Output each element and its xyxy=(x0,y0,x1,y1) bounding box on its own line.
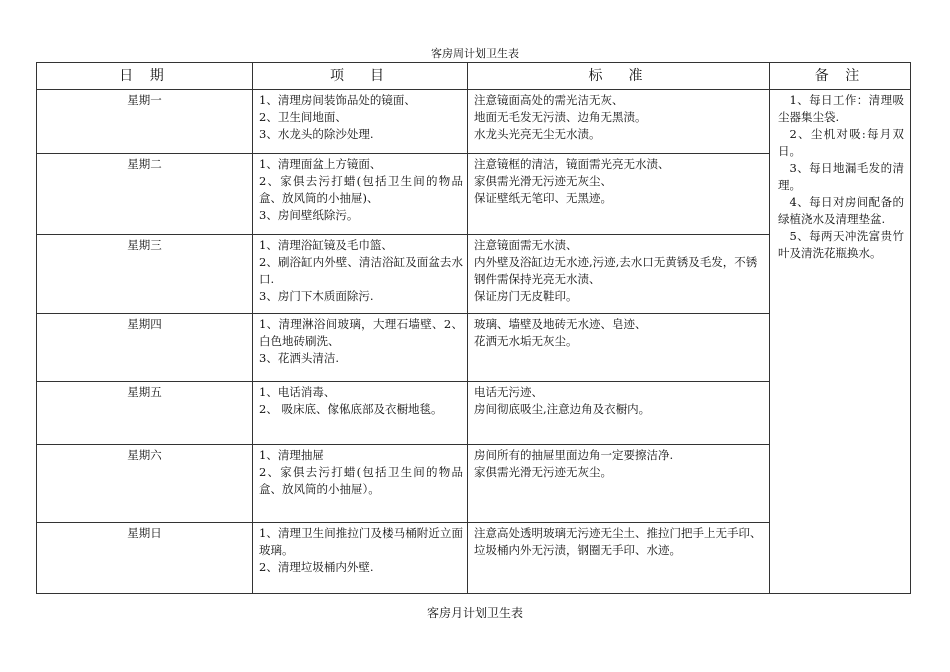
item-line: 3、房门下木质面除污. xyxy=(259,289,374,303)
note-line: 2、尘机对吸:每月双日。 xyxy=(778,127,904,158)
item-line: 3、花洒头清洁. xyxy=(259,351,339,365)
standard-line: 水龙头光亮无尘无水渍。 xyxy=(474,127,601,141)
standard-line: 注意镜面高处的需光洁无灰、 xyxy=(474,93,624,107)
footer-title: 客房月计划卫生表 xyxy=(426,606,523,620)
items-cell xyxy=(253,445,468,523)
note-line: 4、每日对房间配备的绿植浇水及清理垫盆. xyxy=(778,195,904,226)
standard-line: 内外壁及浴缸边无水迹,污迹,去水口无黄锈及毛发，不锈钢件需保持光亮无水渍、 xyxy=(474,255,758,286)
day-cell: 星期二 xyxy=(37,154,253,235)
note-line: 1、每日工作：清理吸尘器集尘袋. xyxy=(778,93,904,124)
standard-line: 保证壁纸无笔印、无黑迹。 xyxy=(474,191,612,205)
items-cell xyxy=(253,523,468,594)
standard-cell xyxy=(468,90,770,154)
standard-line: 保证房门无皮鞋印。 xyxy=(474,289,578,303)
standard-line: 电话无污迹、 xyxy=(474,385,543,399)
standard-line: 家俱需光滑无污迹无灰尘。 xyxy=(474,465,612,479)
standard-cell xyxy=(468,523,770,594)
header-item: 项 目 xyxy=(253,63,468,90)
item-line: 2、清理垃圾桶内外壁. xyxy=(259,560,374,574)
header-date: 日 期 xyxy=(37,63,253,90)
standard-line: 花洒无水垢无灰尘。 xyxy=(474,334,578,348)
item-line: 3、水龙头的除沙处理. xyxy=(259,127,374,141)
item-line: 1、清理面盆上方镜面、 xyxy=(259,157,382,171)
day-cell: 星期三 xyxy=(37,235,253,314)
standard-line: 玻璃、墙壁及地砖无水迹、皂迹、 xyxy=(474,317,647,331)
standard-line: 地面无毛发无污渍、边角无黑渍。 xyxy=(474,110,647,124)
items-cell xyxy=(253,314,468,382)
items-cell xyxy=(253,382,468,445)
standard-line: 房间彻底吸尘,注意边角及衣橱内。 xyxy=(474,402,651,416)
standard-line: 注意镜框的清洁，镜面需光亮无水渍、 xyxy=(474,157,670,171)
standard-cell xyxy=(468,314,770,382)
standard-cell xyxy=(468,445,770,523)
item-line: 2、家俱去污打蜡(包括卫生间的物品盒、放风筒的小抽屉）。 xyxy=(259,465,463,496)
standard-line: 垃圾桶内外无污渍，钢圈无手印、水迹。 xyxy=(474,543,681,557)
standard-line: 注意高处透明玻璃无污迹无尘土、推拉门把手上无手印、 xyxy=(474,526,762,540)
day-cell: 星期四 xyxy=(37,314,253,382)
day-cell: 星期五 xyxy=(37,382,253,445)
item-line: 2、刷浴缸内外壁、清洁浴缸及面盆去水口. xyxy=(259,255,463,286)
item-line: 2、卫生间地面、 xyxy=(259,110,347,124)
standard-line: 注意镜面需无水渍、 xyxy=(474,238,578,252)
item-line: 1、清理浴缸镜及毛巾篮、 xyxy=(259,238,393,252)
items-cell xyxy=(253,154,468,235)
item-line: 3、房间壁纸除污。 xyxy=(259,208,359,222)
item-line: 1、清理淋浴间玻璃，大理石墙壁、2、白色地砖刷洗、 xyxy=(259,317,463,348)
item-line: 1、电话消毒、 xyxy=(259,385,336,399)
header-standard: 标 准 xyxy=(468,63,770,90)
standard-cell xyxy=(468,235,770,314)
item-line: 2、家俱去污打蜡(包括卫生间的物品盒、放风筒的小抽屉)、 xyxy=(259,174,463,205)
table-header-row xyxy=(37,63,911,90)
note-line: 5、每两天冲洗富贵竹叶及清洗花瓶换水。 xyxy=(778,229,904,260)
day-cell: 星期日 xyxy=(37,523,253,594)
table-row xyxy=(37,90,911,154)
items-cell xyxy=(253,235,468,314)
standard-cell xyxy=(468,382,770,445)
item-line: 1、清理抽屉 xyxy=(259,448,324,462)
day-cell: 星期一 xyxy=(37,90,253,154)
header-notes: 备 注 xyxy=(770,63,911,90)
day-cell: 星期六 xyxy=(37,445,253,523)
document-title: 客房周计划卫生表 xyxy=(431,47,519,60)
item-line: 1、清理卫生间推拉门及楼马桶附近立面玻璃。 xyxy=(259,526,463,557)
standard-line: 家俱需光滑无污迹无灰尘、 xyxy=(474,174,612,188)
weekly-cleaning-table xyxy=(36,62,911,594)
notes-cell xyxy=(770,90,911,594)
item-line: 1、清理房间装饰品处的镜面、 xyxy=(259,93,416,107)
item-line: 2、 吸床底、傢俬底部及衣橱地毯。 xyxy=(259,402,443,416)
note-line: 3、每日地漏毛发的清理。 xyxy=(778,161,904,192)
standard-cell xyxy=(468,154,770,235)
items-cell xyxy=(253,90,468,154)
standard-line: 房间所有的抽屉里面边角一定要擦洁净. xyxy=(474,448,674,462)
